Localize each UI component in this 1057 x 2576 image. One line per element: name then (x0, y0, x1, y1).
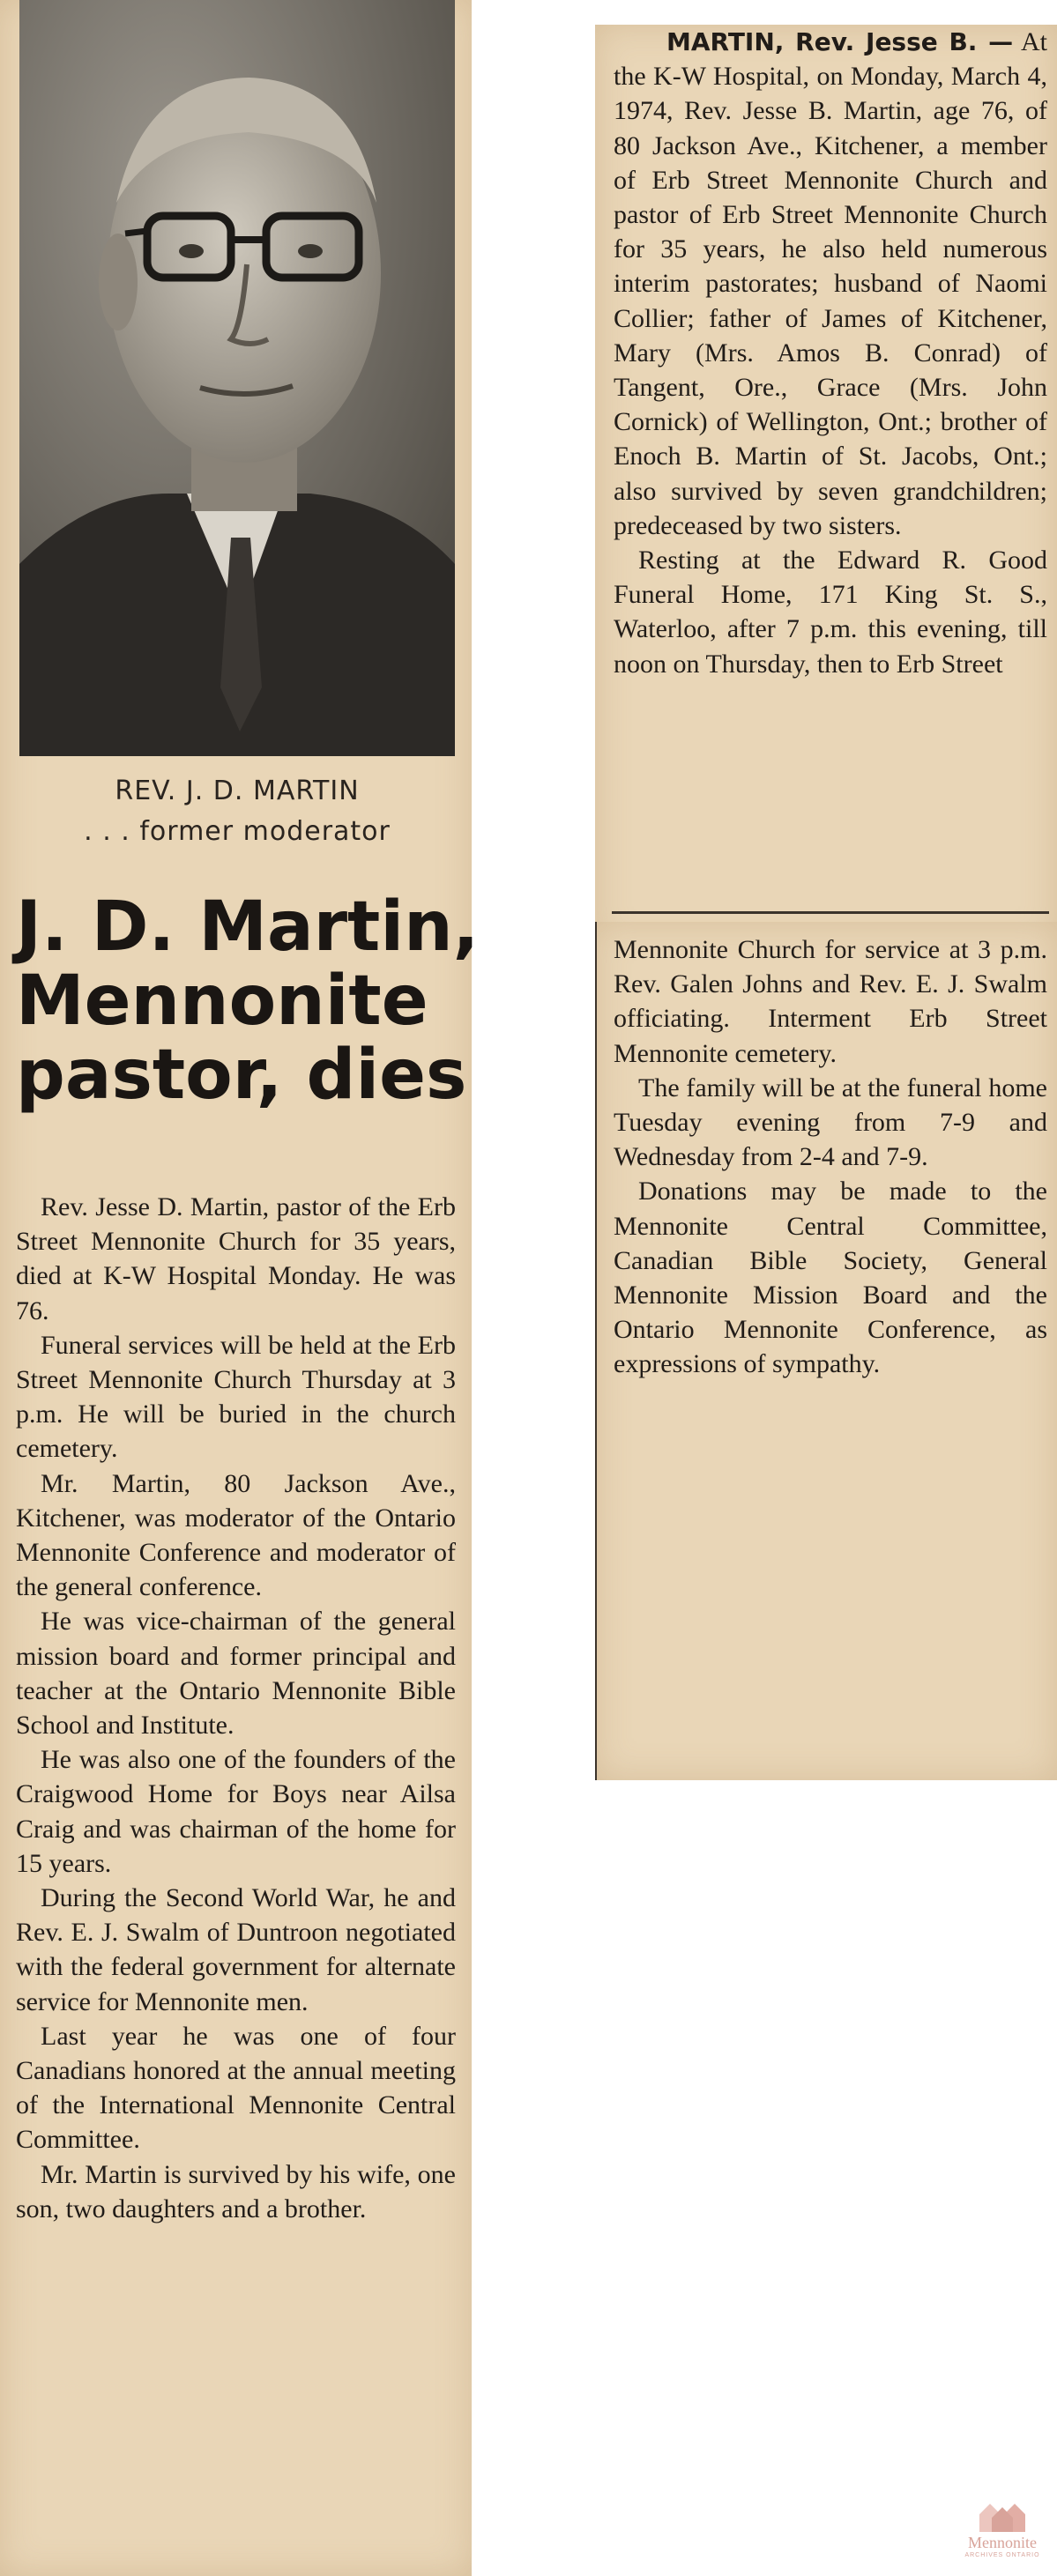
article-paragraph: Rev. Jesse D. Martin, pastor of the Erb Street Mennonite Church for 35 years, died at K-W Hospital Monday. He was 76. (16, 1192, 456, 1325)
obituary-paragraph-text: At the K-W Hospital, on Monday, March 4, 1974, Rev. Jesse B. Martin, age 76, of 80 Jackson Ave., Kitchener, a member of Erb Street Mennonite Church and pastor of Erb Street Mennonite Church for 35 years, he also held numerous interim pastorates; husband of Naomi Collier; father of James of Kitchener, Mary (Mrs. Amos B. Conrad) of Tangent, Ore., Grace (Mrs. John Cornick) of Wellington, Ont.; brother of Enoch B. Martin of St. Jacobs, Ont.; also survived by seven grandchildren; predeceased by two sisters. (614, 27, 1047, 540)
obituary-heading: MARTIN, Rev. Jesse B. — (666, 27, 1014, 56)
article-paragraph: Funeral services will be held at the Erb Street Mennonite Church Thursday at 3 p.m. He will be buried in the church cemetery. (16, 1330, 456, 1464)
article-body (16, 1190, 456, 2226)
obituary-paragraph: Mennonite Church for service at 3 p.m. Rev. Galen Johns and Rev. E. J. Swalm officiating. Interment Erb Street Mennonite cemetery. (614, 935, 1047, 1068)
article-paragraph: During the Second World War, he and Rev. E. J. Swalm of Duntroon negotiated with the federal government for alternate service for Mennonite men. (16, 1883, 456, 2016)
article-paragraph: Mr. Martin is survived by his wife, one son, two daughters and a brother. (16, 2159, 456, 2223)
archives-logo (958, 2502, 1046, 2567)
obituary-paragraph: The family will be at the funeral home Tuesday evening from 7-9 and Wednesday from 2-4 and 7-9. (614, 1073, 1047, 1172)
obituary-notice (614, 25, 1047, 681)
archives-logo-sub: ARCHIVES ONTARIO (964, 2552, 1040, 2558)
headline-line: pastor, dies (16, 1036, 467, 1115)
headline (16, 887, 480, 1115)
obituary-paragraph: Donations may be made to the Mennonite Central Committee, Canadian Bible Society, General Mennonite Mission Board and the Ontario Mennonite Conference, as expressions of sympathy. (614, 1177, 1047, 1379)
archives-logo-name: Mennonite (968, 2534, 1037, 2551)
obituary-paragraph (614, 25, 1047, 543)
article-clipping (0, 0, 480, 2576)
headline-line: Mennonite (16, 961, 428, 1041)
article-paragraph: He was vice-chairman of the general mission board and former principal and teacher at the Ontario Mennonite Bible School and Institute. (16, 1607, 456, 1741)
portrait-photo (19, 0, 455, 756)
column-rule (612, 911, 1049, 914)
obituary-notice-continued (614, 932, 1047, 1382)
photo-caption-name: REV. J. D. MARTIN (115, 776, 360, 806)
photo-caption-role: . . . former moderator (84, 816, 391, 847)
headline-line: J. D. Martin, (16, 887, 480, 967)
article-paragraph: He was also one of the founders of the Craigwood Home for Boys near Ailsa Craig and was chairman of the home for 15 years. (16, 1745, 456, 1878)
article-paragraph: Mr. Martin, 80 Jackson Ave., Kitchener, was moderator of the Ontario Mennonite Conference and moderator of the general conference. (16, 1468, 456, 1602)
archives-logo-icon (976, 2502, 1029, 2532)
obituary-paragraph: Resting at the Edward R. Good Funeral Home, 171 King St. S., Waterloo, after 7 p.m. this evening, till noon on Thursday, then to Erb Street (614, 546, 1047, 679)
clipping-edge (595, 922, 597, 1780)
article-paragraph: Last year he was one of four Canadians honored at the annual meeting of the International Mennonite Central Committee. (16, 2021, 456, 2155)
